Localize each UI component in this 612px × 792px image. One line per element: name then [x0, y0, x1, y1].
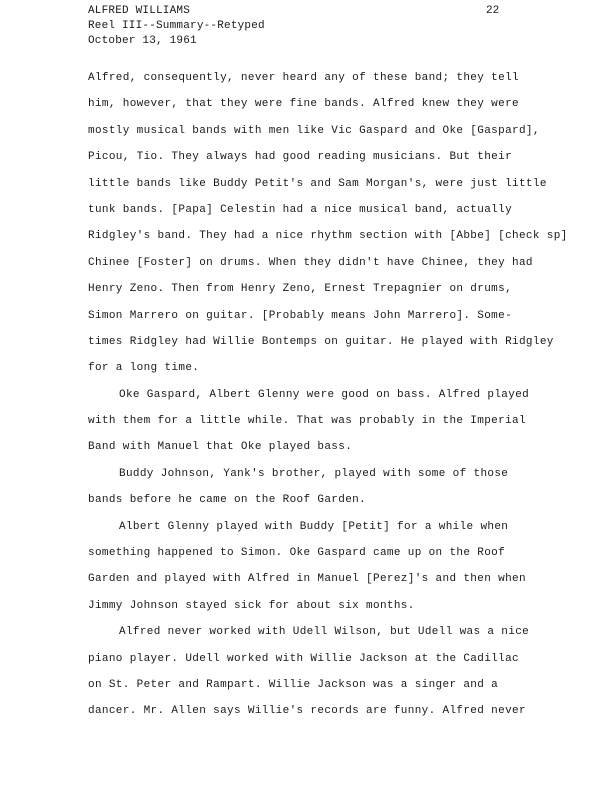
document-header — [88, 4, 265, 49]
text-line: little bands like Buddy Petit's and Sam Morgan's, were just little — [88, 177, 547, 190]
text-line: for a long time. — [88, 362, 200, 375]
text-line: Henry Zeno. Then from Henry Zeno, Ernest Trepagnier on drums, — [88, 283, 513, 296]
text-line: Garden and played with Alfred in Manuel [Perez]'s and then when — [88, 573, 526, 586]
text-line: him, however, that they were fine bands. Alfred knew they were — [88, 98, 519, 111]
header-reel: Reel III--Summary--Retyped — [88, 20, 265, 32]
header-name: ALFRED WILLIAMS — [88, 5, 191, 17]
text-line: on St. Peter and Rampart. Willie Jackson was a singer and a — [88, 678, 499, 691]
text-line: Picou, Tio. They always had good reading musicians. But their — [88, 151, 513, 164]
text-line: Simon Marrero on guitar. [Probably means John Marrero]. Some- — [88, 309, 513, 322]
text-line: times Ridgley had Willie Bontemps on guitar. He played with Ridgley — [88, 335, 554, 348]
text-line: Jimmy Johnson stayed sick for about six months. — [88, 599, 415, 612]
paragraph-start-line: Albert Glenny played with Buddy [Petit] for a while when — [119, 520, 509, 533]
text-line: bands before he came on the Roof Garden. — [88, 494, 367, 507]
page-number: 22 — [486, 5, 500, 17]
header-date: October 13, 1961 — [88, 35, 197, 47]
paragraph-start-line: Alfred never worked with Udell Wilson, but Udell was a nice — [119, 626, 530, 639]
text-line: Chinee [Foster] on drums. When they didn't have Chinee, they had — [88, 256, 533, 269]
transcript-body — [88, 72, 568, 732]
text-line: something happened to Simon. Oke Gaspard came up on the Roof — [88, 547, 506, 560]
text-line: mostly musical bands with men like Vic Gaspard and Oke [Gaspard], — [88, 124, 540, 137]
text-line: tunk bands. [Papa] Celestin had a nice musical band, actually — [88, 203, 513, 216]
text-line: dancer. Mr. Allen says Willie's records are funny. Alfred never — [88, 705, 526, 718]
text-line: piano player. Udell worked with Willie Jackson at the Cadillac — [88, 652, 519, 665]
text-line: Band with Manuel that Oke played bass. — [88, 441, 353, 454]
text-line: Ridgley's band. They had a nice rhythm section with [Abbe] [check sp] — [88, 230, 568, 243]
text-line: with them for a little while. That was probably in the Imperial — [88, 415, 526, 428]
text-line: Alfred, consequently, never heard any of these band; they tell — [88, 72, 519, 84]
paragraph-start-line: Buddy Johnson, Yank's brother, played with some of those — [119, 467, 509, 480]
paragraph-start-line: Oke Gaspard, Albert Glenny were good on bass. Alfred played — [119, 388, 530, 401]
